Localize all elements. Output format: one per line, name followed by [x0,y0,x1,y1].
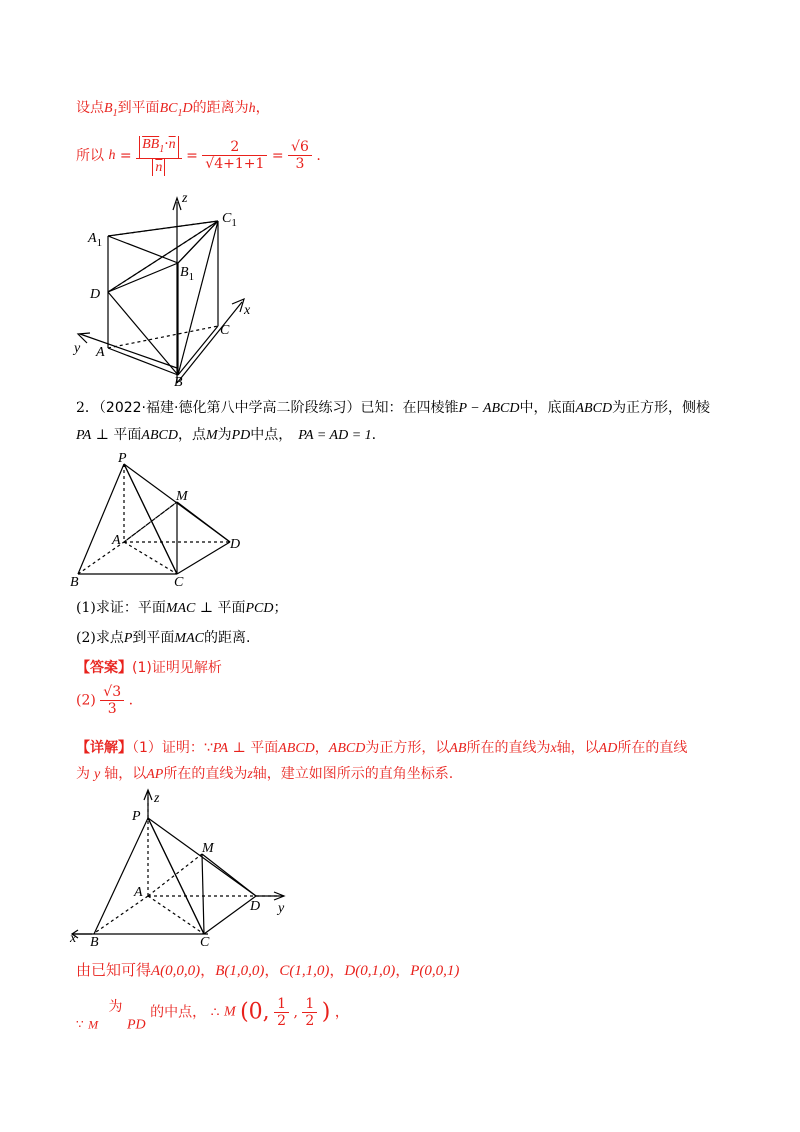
text: 轴，以 [556,740,599,756]
text: ，点 [177,427,206,443]
text: 求点 [95,630,124,646]
label-b: B [90,935,99,948]
text: 中点， [250,427,293,443]
label-m: M [176,489,188,504]
label-p: P [118,451,127,466]
open-paren: (0, [240,999,270,1025]
separator: ， [329,961,345,979]
period: . [128,692,134,709]
coord-b: B(1,0,0) [215,963,265,979]
text: 平面 [113,427,142,443]
label-d: D [90,287,101,302]
axis-z: z [247,767,253,782]
segment-pd: PD [231,428,251,443]
label-c: C [200,935,210,948]
separator: ， [200,961,216,979]
question-number: (2) [76,630,96,646]
label-z: z [182,191,188,206]
text: （1）证明：∵ [132,740,213,756]
label-x: x [70,931,77,946]
label-b: B [70,575,79,590]
label-d: D [250,899,261,914]
denominator: 2 [305,1013,315,1029]
label-m: M [202,841,214,856]
label-a: A [134,885,143,900]
subscript: 1 [177,107,183,119]
perp-symbol: ⊥ [91,427,114,443]
text: 所在的直线为 [466,740,551,756]
label-d: D [230,537,241,552]
separator: ， [264,961,280,979]
fraction-projection [136,136,182,176]
text: 中，底面 [519,400,576,416]
label-a: A [112,533,121,548]
prism-figure [70,188,270,388]
problem-number: 2． [76,400,99,416]
text: 为正方形，以 [365,740,450,756]
axis-y: y [94,767,101,782]
because-symbol: ∵ [76,1017,84,1032]
segment-pa: PA [212,741,229,756]
plane-label: MAC [174,631,204,646]
plane-label: MAC [165,601,196,616]
point-label: B [104,101,113,116]
period: . [316,147,321,164]
label-a1: $A_1$ [88,231,103,249]
var-h: h [248,101,256,116]
text: 的距离为 [192,100,249,116]
segment-pd: PD [127,1017,146,1033]
label-b1: $B_1$ [180,265,195,283]
text: 轴，以 [104,766,147,782]
numerator: √3 [100,684,124,701]
problem2-line1 [76,398,710,419]
denominator: √4+1+1 [205,156,265,173]
point-p: P [123,631,133,646]
question-2 [76,628,250,649]
text: 轴，建立如图所示的直角坐标系. [252,766,454,782]
segment-ad: AD [598,741,618,756]
point-m: M [223,1004,236,1020]
base-label: ABCD [328,741,366,756]
coordinates-line [76,960,459,981]
answer-line-1 [76,658,222,678]
label-z: z [154,791,160,806]
period: . [371,427,377,443]
segment-ap: AP [146,767,164,782]
fraction-result [288,139,312,172]
problem2-line2 [76,425,376,446]
label-y: y [278,901,285,916]
comma: , [293,1004,298,1021]
separator: ， [395,961,411,979]
answer-1: (1)证明见解析 [132,660,222,676]
fraction-value [202,139,267,172]
answer-line-2 [76,684,133,724]
pyramid-axes-figure [68,788,298,948]
text: 为 [108,998,123,1015]
segment-pa: PA [76,428,92,443]
therefore-symbol: ∴ [210,1004,220,1021]
segment-ab: AB [449,741,467,756]
vector-bb1: $\overline{BB}$ [142,137,160,152]
answer-fraction [100,684,124,717]
text: 的中点， [150,1004,207,1021]
detail-line-2 [76,764,453,785]
label-c1: $C_1$ [222,211,237,229]
subscript: 1 [112,107,118,119]
base-label: ABCD [575,401,613,416]
text: 到平面 [117,100,160,116]
text: ； [273,600,288,616]
text: 所在的直线 [617,740,688,756]
perp-symbol: ⊥ [228,740,251,756]
question-number: (1) [76,600,96,616]
point-m: M [205,428,218,443]
fraction-half [302,996,317,1029]
pyramid-label: P − ABCD [458,401,520,416]
vector-n: $\overline{n}$ [168,137,176,152]
text: 设点 [76,100,104,116]
plane-label: ABCD [278,741,315,756]
text: ， [255,100,270,116]
answer-number: (2) [76,692,96,709]
numerator: √6 [288,139,312,156]
distance-setup-line [76,98,270,124]
denominator: 3 [107,701,117,717]
pyramid-figure [70,450,250,590]
text: 为 [76,766,90,782]
answer-tag: 【答案】 [76,660,132,676]
text: 已知：在四棱锥 [360,400,459,416]
problem-source: （2022·福建·德化第八中学高二阶段练习） [98,400,361,416]
equals: = [119,147,132,164]
denominator: 3 [295,156,305,173]
label-b: B [174,375,183,388]
detail-tag: 【详解】 [76,740,132,756]
label-a: A [96,345,105,360]
label-c: C [220,323,230,338]
var-h: h [108,147,116,163]
dot: · [164,136,169,152]
numerator: 2 [202,139,267,156]
coord-a: A(0,0,0) [151,963,201,979]
text: ， [314,740,329,756]
coord-p: P(0,0,1) [410,963,460,979]
text: 由已知可得 [76,961,152,979]
plane-label: BC [159,101,178,116]
fraction-half [274,996,289,1029]
axis-x: x [550,741,557,756]
label-p: P [132,809,141,824]
vector-n: n [155,159,163,175]
coord-c: C(1,1,0) [279,963,330,979]
text: 的距离. [203,630,251,646]
label-y: y [74,341,81,356]
numerator: 1 [302,996,317,1013]
subscript: 1 [159,143,165,155]
plane-label-end: D [182,101,193,116]
label-c: C [174,575,184,590]
distance-formula-line: 所以 h = $\frac{\overline{BB}_1\cdot\overline{n}}{n}$ = $\frac{2}{√4+1+1}$ = $\frac{√6}{3}$ . [76,136,321,175]
text: 平面 [250,740,279,756]
detail-line-1 [76,738,687,759]
plane-label: PCD [245,601,274,616]
label-x: x [244,303,251,318]
text: 为 [217,427,232,443]
text: ， [334,1004,349,1021]
x-axis-arrow [232,299,244,312]
text: 平面 [217,600,246,616]
close-paren: ) [321,999,331,1025]
text: 到平面 [132,630,175,646]
denominator: 2 [277,1013,287,1029]
text: 所以 [76,147,104,164]
text: 所在的直线为 [163,766,248,782]
question-1 [76,598,287,619]
text: 为正方形，侧棱 [612,400,711,416]
point-m: M [88,1017,99,1032]
y-axis [80,334,177,368]
plane-label: ABCD [141,428,178,443]
text: 求证：平面 [95,600,166,616]
coord-d: D(0,1,0) [344,963,396,979]
equation: PA = AD = 1 [298,428,372,443]
perp-symbol: ⊥ [195,600,218,616]
numerator: 1 [274,996,289,1013]
midpoint-line [76,996,349,1040]
